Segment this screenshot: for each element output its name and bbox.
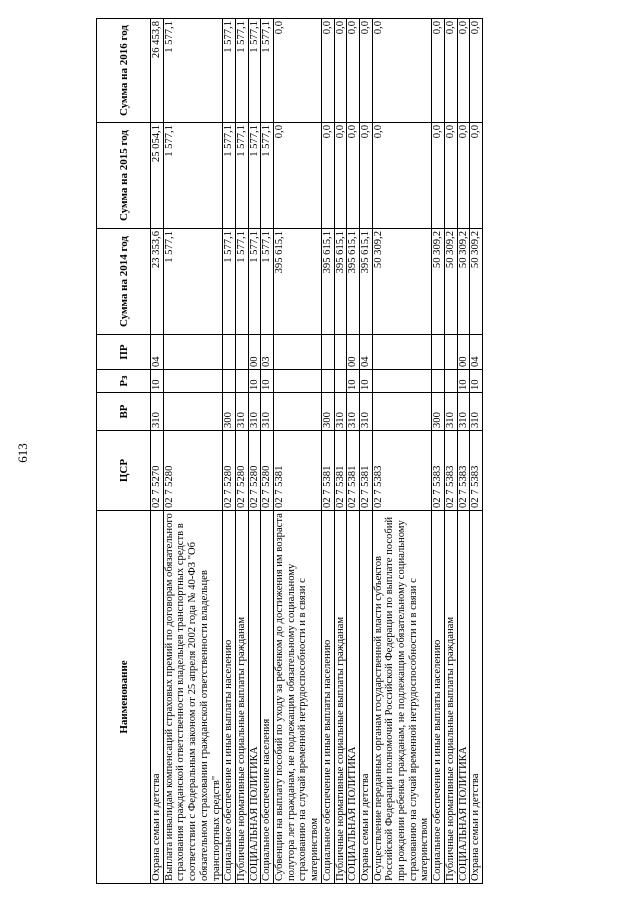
cell-rz: 10 [151,370,164,393]
cell-name: Субвенции на выплату пособий по уходу за ребенком до достижения им возраста полутора лет гражданам, не подлежащим обязательному социальному страхованию на случай временной нетрудоспособности и в связи с материнством [274,511,322,884]
table-row [235,19,248,884]
table-row [347,19,360,884]
cell-pr: 00 [457,335,470,370]
cell-sum-2015: 1 577,1 [223,123,236,229]
cell-sum-2016: 0,0 [274,19,322,123]
cell-sum-2015: 1 577,1 [248,123,261,229]
cell-sum-2015: 0,0 [359,123,372,229]
cell-rz: 10 [359,370,372,393]
cell-name: СОЦИАЛЬНАЯ ПОЛИТИКА [248,511,261,884]
table-row [334,19,347,884]
cell-csr: 02 7 5381 [274,431,322,511]
table-row [470,19,483,884]
cell-sum-2014: 1 577,1 [248,229,261,335]
cell-csr: 02 7 5280 [163,431,223,511]
table-row [432,19,445,884]
cell-name: СОЦИАЛЬНАЯ ПОЛИТИКА [457,511,470,884]
col-header-pr: ПР [97,335,151,370]
cell-csr: 02 7 5381 [321,431,334,511]
cell-sum-2014: 50 309,2 [444,229,457,335]
cell-pr [334,335,347,370]
cell-sum-2016: 0,0 [432,19,445,123]
cell-sum-2014: 50 309,2 [432,229,445,335]
cell-csr: 02 7 5383 [470,431,483,511]
cell-pr: 00 [248,335,261,370]
cell-sum-2016: 1 577,1 [163,19,223,123]
cell-vr: 300 [223,393,236,431]
cell-csr: 02 7 5383 [444,431,457,511]
rotated-page [96,19,640,884]
cell-rz [334,370,347,393]
cell-sum-2014: 395 615,1 [274,229,322,335]
cell-sum-2015: 0,0 [444,123,457,229]
cell-name: Охрана семьи и детства [470,511,483,884]
cell-sum-2016: 0,0 [444,19,457,123]
cell-name: Социальное обеспечение населения [261,511,274,884]
cell-vr: 310 [457,393,470,431]
cell-vr: 310 [334,393,347,431]
cell-csr: 02 7 5383 [372,431,432,511]
cell-vr: 310 [359,393,372,431]
cell-sum-2015: 0,0 [347,123,360,229]
cell-sum-2014: 50 309,2 [470,229,483,335]
cell-rz: 10 [261,370,274,393]
cell-vr: 310 [261,393,274,431]
cell-vr [163,393,223,431]
header-row [97,19,151,884]
cell-csr: 02 7 5280 [223,431,236,511]
cell-sum-2014: 395 615,1 [359,229,372,335]
budget-table [96,18,483,884]
cell-sum-2014: 50 309,2 [457,229,470,335]
cell-sum-2015: 0,0 [432,123,445,229]
cell-vr [372,393,432,431]
cell-sum-2014: 395 615,1 [347,229,360,335]
table-row [321,19,334,884]
cell-name: Выплата инвалидам компенсаций страховых премий по договорам обязательного страхования гражданской ответственности владельцев транспортных средств в соответствии с Федеральным законом от 25 апреля 2002 года № 40-ФЗ "Об обязательном страховании гражданской ответственности владельцев транспортных средств" [163,511,223,884]
cell-csr: 02 7 5280 [261,431,274,511]
cell-rz [235,370,248,393]
cell-rz [444,370,457,393]
cell-sum-2015: 1 577,1 [163,123,223,229]
table-row [248,19,261,884]
table-row [151,19,164,884]
cell-pr: 03 [261,335,274,370]
cell-sum-2016: 1 577,1 [261,19,274,123]
cell-csr: 02 7 5280 [248,431,261,511]
cell-name: Публичные нормативные социальные выплаты гражданам [334,511,347,884]
cell-csr: 02 7 5280 [235,431,248,511]
cell-csr: 02 7 5383 [432,431,445,511]
cell-name: Охрана семьи и детства [359,511,372,884]
cell-sum-2015: 0,0 [457,123,470,229]
table-row [261,19,274,884]
cell-sum-2014: 50 309,2 [372,229,432,335]
cell-pr: 04 [151,335,164,370]
page-number: 613 [15,443,30,463]
table-row [163,19,223,884]
cell-pr [223,335,236,370]
cell-sum-2016: 0,0 [334,19,347,123]
cell-pr [274,335,322,370]
cell-name: Социальное обеспечение и иные выплаты населению [432,511,445,884]
cell-sum-2015: 0,0 [470,123,483,229]
cell-pr: 04 [359,335,372,370]
cell-rz [163,370,223,393]
cell-pr [235,335,248,370]
cell-vr: 310 [470,393,483,431]
col-header-sum-2015: Сумма на 2015 год [97,123,151,229]
table-row [223,19,236,884]
cell-vr: 310 [248,393,261,431]
cell-csr: 02 7 5381 [359,431,372,511]
cell-name: Социальное обеспечение и иные выплаты населению [321,511,334,884]
cell-csr: 02 7 5270 [151,431,164,511]
col-header-csr: ЦСР [97,431,151,511]
cell-rz: 10 [347,370,360,393]
col-header-name: Наименование [97,511,151,884]
table-row [457,19,470,884]
cell-csr: 02 7 5381 [347,431,360,511]
cell-sum-2015: 25 054,1 [151,123,164,229]
cell-sum-2016: 26 453,8 [151,19,164,123]
cell-sum-2015: 0,0 [372,123,432,229]
cell-csr: 02 7 5381 [334,431,347,511]
cell-name: Охрана семьи и детства [151,511,164,884]
cell-pr: 00 [347,335,360,370]
table-row [274,19,322,884]
cell-sum-2016: 0,0 [347,19,360,123]
cell-rz: 10 [457,370,470,393]
cell-sum-2015: 1 577,1 [261,123,274,229]
cell-sum-2016: 0,0 [359,19,372,123]
cell-sum-2014: 1 577,1 [223,229,236,335]
col-header-vr: ВР [97,393,151,431]
table-row [444,19,457,884]
cell-sum-2014: 395 615,1 [334,229,347,335]
cell-sum-2014: 1 577,1 [261,229,274,335]
cell-sum-2016: 0,0 [470,19,483,123]
table-row [372,19,432,884]
cell-sum-2015: 0,0 [321,123,334,229]
cell-sum-2014: 1 577,1 [163,229,223,335]
table-row [359,19,372,884]
cell-rz [432,370,445,393]
cell-sum-2016: 0,0 [457,19,470,123]
table-body [151,19,483,884]
cell-pr [444,335,457,370]
cell-rz [372,370,432,393]
cell-vr: 300 [432,393,445,431]
cell-csr: 02 7 5383 [457,431,470,511]
cell-vr: 310 [151,393,164,431]
cell-sum-2014: 395 615,1 [321,229,334,335]
cell-vr [274,393,322,431]
cell-sum-2016: 1 577,1 [223,19,236,123]
cell-sum-2015: 0,0 [334,123,347,229]
col-header-rz: Рз [97,370,151,393]
cell-name: Публичные нормативные социальные выплаты гражданам [235,511,248,884]
cell-vr: 310 [347,393,360,431]
cell-sum-2016: 1 577,1 [248,19,261,123]
cell-rz [274,370,322,393]
cell-rz: 10 [248,370,261,393]
cell-rz [223,370,236,393]
cell-pr: 04 [470,335,483,370]
col-header-sum-2014: Сумма на 2014 год [97,229,151,335]
cell-rz: 10 [470,370,483,393]
cell-name: Осуществление переданных органам государственной власти субъектов Российской Федерации полномочий Российской Федерации по выплате пособий при рождении ребенка гражданам, не подлежащим обязательному социальному страхованию на случай временной нетрудоспособности и в связи с материнством [372,511,432,884]
cell-sum-2015: 0,0 [274,123,322,229]
cell-name: СОЦИАЛЬНАЯ ПОЛИТИКА [347,511,360,884]
cell-name: Публичные нормативные социальные выплаты гражданам [444,511,457,884]
cell-rz [321,370,334,393]
cell-sum-2016: 1 577,1 [235,19,248,123]
cell-sum-2014: 1 577,1 [235,229,248,335]
cell-pr [321,335,334,370]
cell-vr: 310 [444,393,457,431]
cell-sum-2016: 0,0 [372,19,432,123]
cell-sum-2015: 1 577,1 [235,123,248,229]
cell-name: Социальное обеспечение и иные выплаты населению [223,511,236,884]
cell-pr [432,335,445,370]
cell-pr [372,335,432,370]
cell-sum-2014: 23 353,6 [151,229,164,335]
col-header-sum-2016: Сумма на 2016 год [97,19,151,123]
cell-vr: 300 [321,393,334,431]
cell-pr [163,335,223,370]
cell-sum-2016: 0,0 [321,19,334,123]
cell-vr: 310 [235,393,248,431]
